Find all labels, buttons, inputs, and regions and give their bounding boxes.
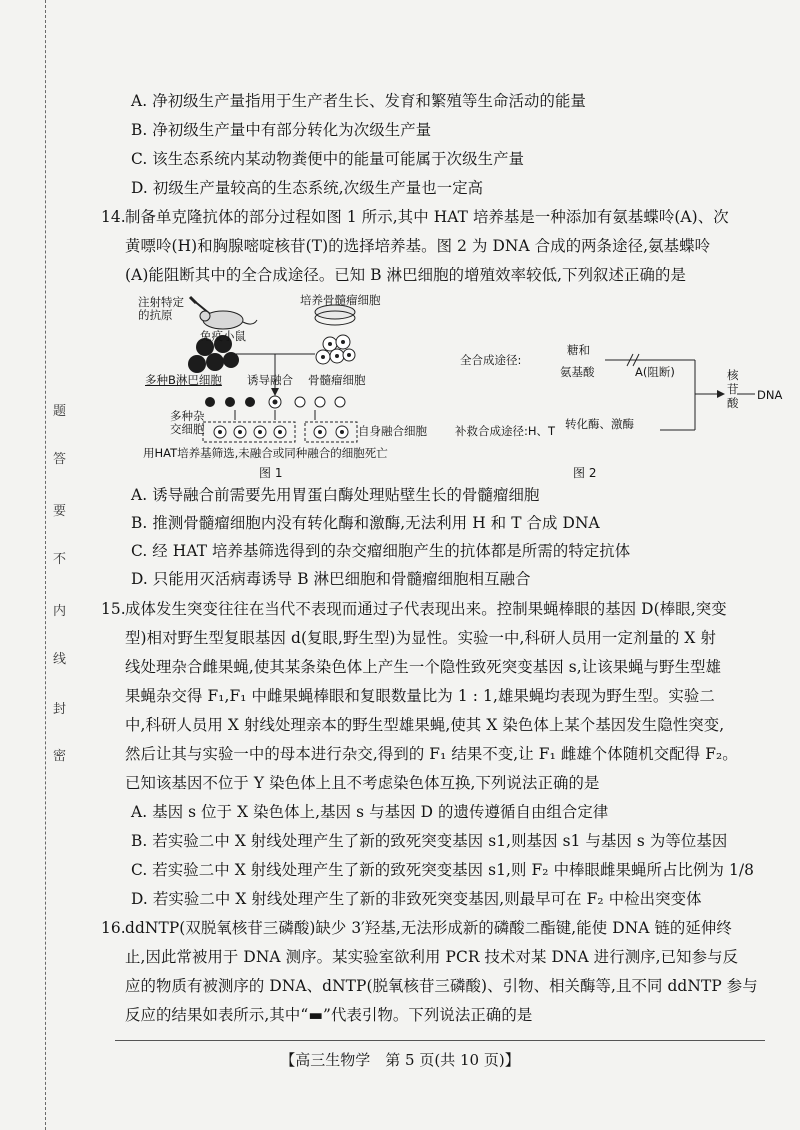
- fig1-hat-note: 用HAT培养基筛选,未融合或同种融合的细胞死亡: [143, 446, 388, 460]
- margin-char: 答: [53, 452, 67, 467]
- fig1-bcells-label: 多种B淋巴细胞: [145, 373, 222, 387]
- margin-char: 要: [53, 504, 67, 519]
- q14-option-c: C. 经 HAT 培养基筛选得到的杂交瘤细胞产生的抗体都是所需的特定抗体: [131, 542, 631, 560]
- fig2-sugar-label: 糖和: [567, 343, 590, 357]
- margin-char: 封: [53, 702, 67, 717]
- fig1-hybrid-label: 多种杂 交细胞: [170, 409, 205, 436]
- fig1-induce-label: 诱导融合: [247, 373, 293, 387]
- fig2-nucleotide-label: 核 苷 酸: [727, 368, 739, 410]
- q16-stem-line: 应的物质有被测序的 DNA、dNTP(脱氧核苷三磷酸)、引物、相关酶等,且不同 ddNTP 参与: [125, 977, 758, 995]
- q13-option-d: D. 初级生产量较高的生态系统,次级生产量也一定高: [131, 179, 484, 197]
- fig2-amino-label: 氨基酸: [560, 365, 595, 379]
- fig2-enzymes-label: 转化酶、激酶: [565, 417, 634, 431]
- fig1-culture-label: 培养骨髓瘤细胞: [300, 293, 381, 307]
- fig1-self-fusion-label: 自身融合细胞: [358, 424, 427, 438]
- q14-option-b: B. 推测骨髓瘤细胞内没有转化酶和激酶,无法利用 H 和 T 合成 DNA: [131, 514, 600, 532]
- margin-char: 线: [53, 652, 67, 667]
- q13-option-a: A. 净初级生产量指用于生产者生长、发育和繁殖等生命活动的能量: [131, 92, 586, 110]
- q16-stem-line: 16. ddNTP(双脱氧核苷三磷酸)缺少 3′羟基,无法形成新的磷酸二酯键,能使 DNA 链的延伸终: [101, 919, 732, 937]
- fig1-myeloma-label: 骨髓瘤细胞: [308, 373, 366, 387]
- margin-char: 密: [53, 749, 67, 764]
- fig1-caption: 图 1: [259, 466, 283, 480]
- fig2-caption: 图 2: [573, 466, 597, 480]
- q16-number: 16.: [101, 919, 126, 937]
- q13-option-b: B. 净初级生产量中有部分转化为次级生产量: [131, 121, 432, 139]
- q16-stem-line: 止,因此常被用于 DNA 测序。某实验室欲利用 PCR 技术对某 DNA 进行测序,已知参与反: [125, 948, 739, 966]
- q15-stem-line: 中,科研人员用 X 射线处理亲本的野生型雄果蝇,使其 X 染色体上某个基因发生隐性突变,: [125, 716, 725, 734]
- q13-option-c: C. 该生态系统内某动物粪便中的能量可能属于次级生产量: [131, 150, 525, 168]
- fig2-dna-label: DNA: [757, 388, 783, 402]
- fig2-block-label: A(阻断): [635, 365, 675, 379]
- page-footer: 【高三生物学 第 5 页(共 10 页)】: [280, 1051, 520, 1069]
- margin-char: 题: [53, 404, 67, 419]
- q15-number: 15.: [101, 600, 126, 618]
- q15-stem-line: 15. 成体发生突变往往在当代不表现而通过子代表现出来。控制果蝇棒眼的基因 D(棒眼,突变: [101, 600, 727, 618]
- q14-stem-line: (A)能阻断其中的全合成途径。已知 B 淋巴细胞的增殖效率较低,下列叙述正确的是: [125, 266, 687, 284]
- footer-divider: [115, 1040, 765, 1041]
- q15-stem-line: 果蝇杂交得 F₁,F₁ 中雌果蝇棒眼和复眼数量比为 1 : 1,雄果蝇均表现为野生型。实验二: [125, 687, 715, 705]
- q14-option-d: D. 只能用灭活病毒诱导 B 淋巴细胞和骨髓瘤细胞相互融合: [131, 570, 531, 588]
- q14-figures: [115, 292, 783, 482]
- q15-stem-line: 已知该基因不位于 Y 染色体上且不考虑染色体互换,下列说法正确的是: [125, 774, 600, 792]
- margin-char: 不: [53, 552, 67, 567]
- q15-option-a: A. 基因 s 位于 X 染色体上,基因 s 与基因 D 的遗传遵循自由组合定律: [131, 803, 609, 821]
- q14-stem-line: 14. 制备单克隆抗体的部分过程如图 1 所示,其中 HAT 培养基是一种添加有氨基蝶呤(A)、次: [101, 208, 729, 226]
- fig2-salvage-label: 补救合成途径:H、T: [455, 424, 556, 438]
- binding-dashed-line: [45, 0, 46, 1130]
- margin-char: 内: [53, 604, 67, 619]
- q14-option-a: A. 诱导融合前需要先用胃蛋白酶处理贴壁生长的骨髓瘤细胞: [131, 486, 540, 504]
- fig2-full-path-label: 全合成途径:: [460, 353, 522, 367]
- q15-stem-line: 然后让其与实验一中的母本进行杂交,得到的 F₁ 结果不变,让 F₁ 雌雄个体随机交配得 F₂。: [125, 745, 738, 763]
- q16-stem-line: 反应的结果如表所示,其中“▬”代表引物。下列说法正确的是: [125, 1006, 533, 1024]
- q15-option-b: B. 若实验二中 X 射线处理产生了新的致死突变基因 s1,则基因 s1 与基因 s 为等位基因: [131, 832, 728, 850]
- q15-stem-line: 型)相对野生型复眼基因 d(复眼,野生型)为显性。实验一中,科研人员用一定剂量的 X 射: [125, 629, 716, 647]
- q14-stem-line: 黄嘌呤(H)和胸腺嘧啶核苷(T)的选择培养基。图 2 为 DNA 合成的两条途径,氨基蝶呤: [125, 237, 711, 255]
- q15-stem-line: 线处理杂合雌果蝇,使其某条染色体上产生一个隐性致死突变基因 s,让该果蝇与野生型雄: [125, 658, 722, 676]
- q15-option-c: C. 若实验二中 X 射线处理产生了新的致死突变基因 s1,则 F₂ 中棒眼雌果蝇所占比例为 1/8: [131, 861, 755, 879]
- fig1-inject-label: 注射特定 的抗原: [138, 295, 184, 322]
- q15-option-d: D. 若实验二中 X 射线处理产生了新的非致死突变基因,则最早可在 F₂ 中检出突变体: [131, 890, 702, 908]
- q14-number: 14.: [101, 208, 126, 226]
- fig1-mouse-label: 免疫小鼠: [200, 329, 246, 343]
